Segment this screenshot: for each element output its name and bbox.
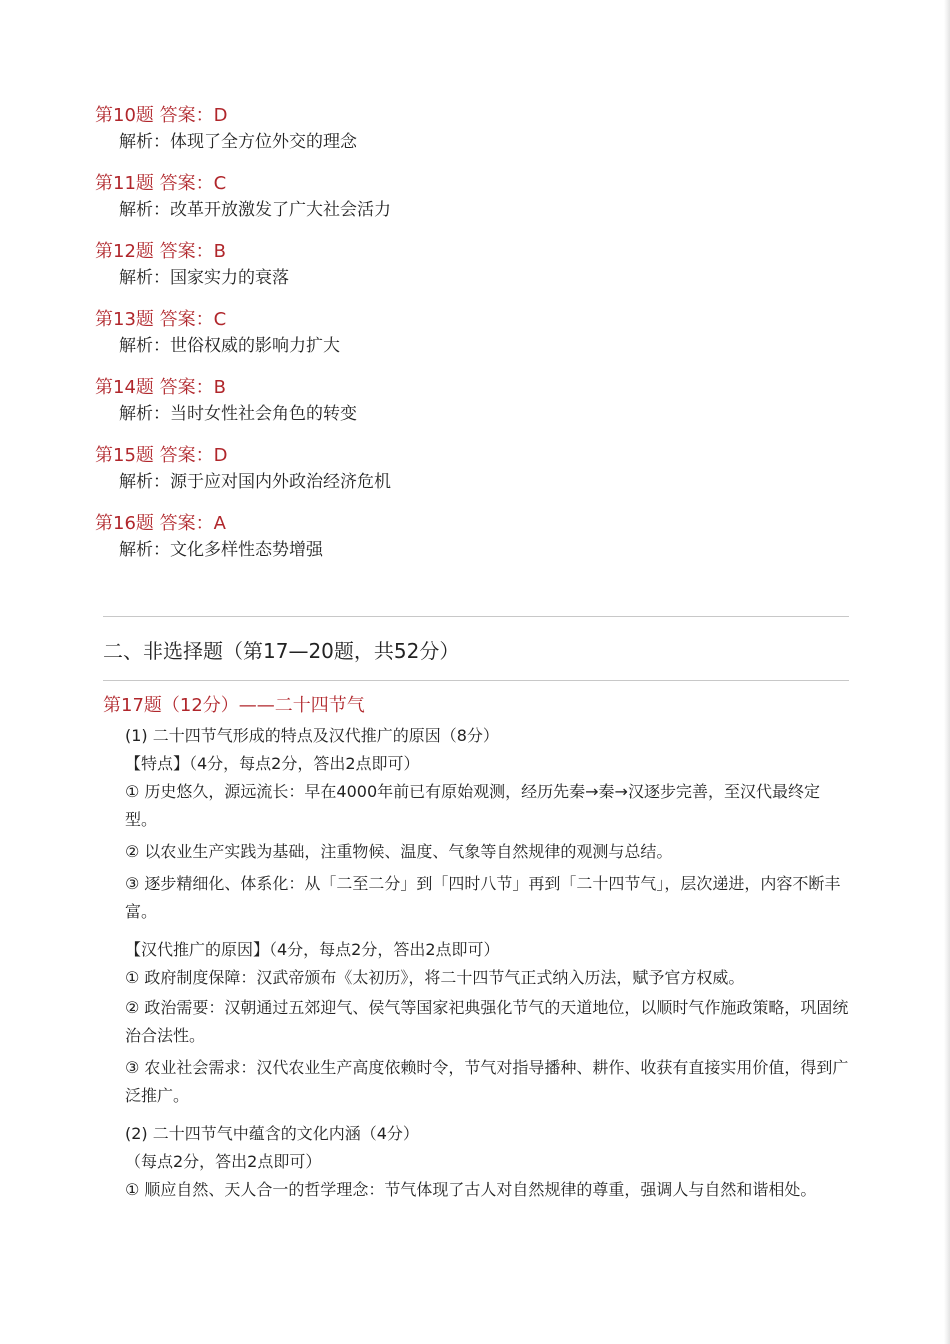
feature-point: ③ 逐步精细化、体系化：从「二至二分」到「四时八节」再到「二十四节气」，层次递进，内容不断丰富。 — [125, 874, 841, 921]
answer-explanation: 解析：源于应对国内外政治经济危机 — [119, 472, 391, 492]
answer-heading: 第15题 答案：D — [95, 445, 228, 466]
answer-explanation: 解析：改革开放激发了广大社会活力 — [119, 200, 391, 220]
answer-heading: 第14题 答案：B — [95, 377, 226, 398]
answer-heading: 第11题 答案：C — [95, 173, 227, 194]
answer-heading: 第13题 答案：C — [95, 309, 227, 330]
culture-point: ① 顺应自然、天人合一的哲学理念：节气体现了古人对自然规律的尊重，强调人与自然和谐相处。 — [125, 1180, 817, 1199]
section-title: 二、非选择题（第17—20题，共52分） — [103, 639, 460, 663]
answer-heading: 第16题 答案：A — [95, 513, 226, 534]
features-heading: 【特点】（4分，每点2分，答出2点即可） — [125, 754, 420, 773]
feature-point: ② 以农业生产实践为基础，注重物候、温度、气象等自然规律的观测与总结。 — [125, 842, 673, 861]
answer-heading: 第10题 答案：D — [95, 105, 228, 126]
part1-title: (1) 二十四节气形成的特点及汉代推广的原因（8分） — [125, 726, 499, 745]
part2-title: (2) 二十四节气中蕴含的文化内涵（4分） — [125, 1124, 419, 1143]
answer-item — [95, 103, 855, 157]
section-divider-bottom — [103, 680, 849, 681]
feature-point: ① 历史悠久，源远流长：早在4000年前已有原始观测，经历先秦→秦→汉逐步完善，至汉代最终定型。 — [125, 782, 820, 829]
answer-item — [95, 307, 855, 361]
answer-item — [95, 239, 855, 293]
answer-item — [95, 375, 855, 429]
choice-answers — [95, 103, 855, 579]
answer-heading: 第12题 答案：B — [95, 241, 226, 262]
answer-explanation: 解析：国家实力的衰落 — [119, 268, 289, 288]
section-divider-top — [103, 616, 849, 617]
answer-explanation: 解析：体现了全方位外交的理念 — [119, 132, 357, 152]
reason-point: ③ 农业社会需求：汉代农业生产高度依赖时令，节气对指导播种、耕作、收获有直接实用价值，得到广泛推广。 — [125, 1058, 849, 1105]
reason-point: ① 政府制度保障：汉武帝颁布《太初历》，将二十四节气正式纳入历法，赋予官方权威。 — [125, 968, 745, 987]
question-17 — [103, 692, 851, 1208]
answer-item — [95, 511, 855, 565]
answer-explanation: 解析：文化多样性态势增强 — [119, 540, 323, 560]
reasons-heading: 【汉代推广的原因】（4分，每点2分，答出2点即可） — [125, 940, 500, 959]
part2-note: （每点2分，答出2点即可） — [125, 1152, 322, 1171]
answer-item — [95, 443, 855, 497]
answer-explanation: 解析：当时女性社会角色的转变 — [119, 404, 357, 424]
question-title: 第17题（12分）——二十四节气 — [103, 695, 365, 716]
answer-item — [95, 171, 855, 225]
reason-point: ② 政治需要：汉朝通过五郊迎气、侯气等国家祀典强化节气的天道地位，以顺时气作施政策略，巩固统治合法性。 — [125, 998, 849, 1045]
page-edge-shadow — [944, 0, 950, 1344]
answer-explanation: 解析：世俗权威的影响力扩大 — [119, 336, 340, 356]
